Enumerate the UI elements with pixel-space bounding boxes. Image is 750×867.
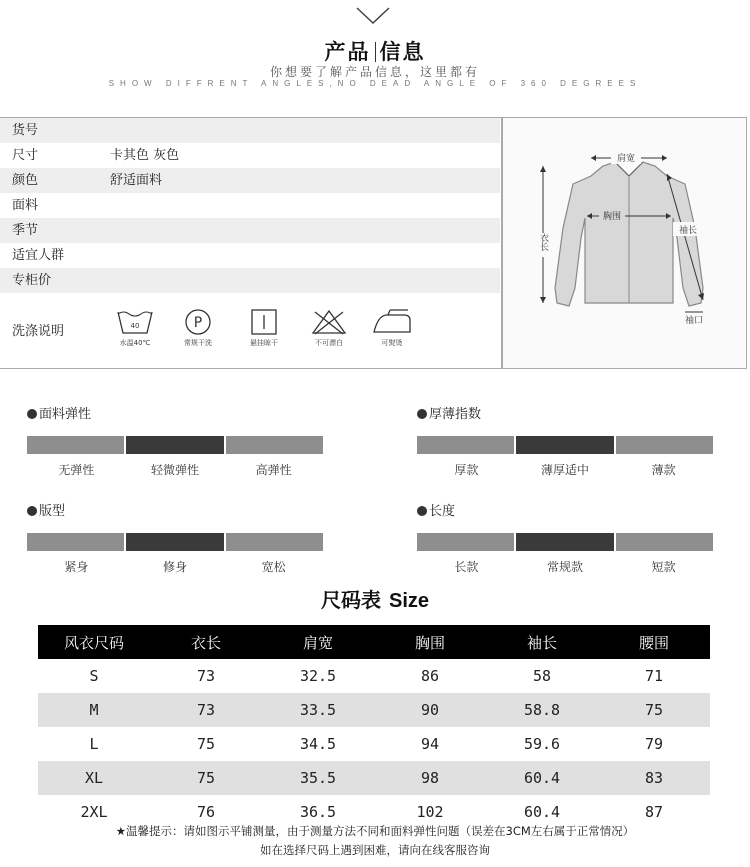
customer-service-note: 如在选择尺码上遇到困难，请向在线客服咨询 [260, 843, 490, 857]
bar-segment-selected [516, 533, 613, 551]
bar-segment [27, 436, 124, 454]
svg-text:袖长: 袖长 [678, 226, 698, 236]
page-subtitle: 你想要了解产品信息，这里都有 [269, 65, 480, 79]
attr-title-elasticity: 面料弹性 [27, 403, 91, 422]
info-row: 尺寸 卡其色 灰色 [12, 148, 180, 163]
wash-item [105, 308, 165, 348]
bar-segment [417, 533, 514, 551]
svg-text:衣长: 衣长 [538, 233, 548, 251]
bar-segment [616, 436, 713, 454]
wash-caption: 水温40℃ [119, 339, 151, 347]
info-row: 专柜价 [0, 268, 500, 293]
wash-caption: 不可漂白 [315, 339, 343, 347]
svg-text:40: 40 [130, 322, 140, 330]
svg-text:袖口: 袖口 [684, 316, 704, 326]
info-row: 货号 [0, 118, 500, 143]
svg-text:P: P [193, 315, 203, 331]
fit-bar [27, 533, 323, 551]
attr-title-length: 长度 [417, 500, 455, 519]
measurement-diagram [502, 117, 747, 369]
attr-title-fit: 版型 [27, 500, 65, 519]
size-table-title: 尺码表 Size [320, 588, 430, 612]
dry-clean-icon [178, 308, 218, 336]
no-bleach-icon [309, 308, 349, 336]
bar-segment-selected [126, 436, 223, 454]
wash-caption: 悬挂晾干 [250, 339, 278, 347]
info-row: 适宜人群 [12, 248, 65, 263]
wash-instructions-label: 洗涤说明 [12, 324, 65, 339]
table-row: 2XL 76 36.5 102 60.4 87 [38, 795, 710, 829]
bar-segment-selected [126, 533, 223, 551]
length-bar [417, 533, 713, 551]
length-labels: 长款 常规款 短款 [454, 560, 676, 574]
elasticity-labels: 无弹性 轻微弹性 高弹性 [58, 463, 292, 477]
chevron-down-icon [355, 6, 391, 26]
table-row: S 73 32.5 86 58 71 [38, 659, 710, 693]
bullet-icon [27, 506, 37, 516]
measurement-note: ★温馨提示：请如图示平铺测量，由于测量方法不同和面料弹性问题（误差在3CM左右属于正常情况） [115, 824, 635, 838]
bullet-icon [417, 409, 427, 419]
bar-segment [226, 533, 323, 551]
attr-title-thickness: 厚薄指数 [417, 403, 481, 422]
bullet-icon [27, 409, 37, 419]
bar-segment [27, 533, 124, 551]
svg-text:胸围: 胸围 [602, 212, 622, 222]
iron-icon [370, 308, 414, 336]
table-row: L 75 34.5 94 59.6 79 [38, 727, 710, 761]
fit-labels: 紧身 修身 宽松 [64, 560, 286, 574]
wash-caption: 常规干洗 [184, 339, 212, 347]
bar-segment [417, 436, 514, 454]
wash-item [168, 308, 228, 348]
bar-segment [226, 436, 323, 454]
wash-40-icon [115, 308, 155, 336]
table-row: M 73 33.5 90 58.8 75 [38, 693, 710, 727]
size-table-header: 风衣尺码 衣长 肩宽 胸围 袖长 腰围 [38, 625, 710, 659]
wash-item [299, 308, 359, 348]
table-row: XL 75 35.5 98 60.4 83 [38, 761, 710, 795]
bullet-icon [417, 506, 427, 516]
thickness-bar [417, 436, 713, 454]
thickness-labels: 厚款 薄厚适中 薄款 [454, 463, 676, 477]
elasticity-bar [27, 436, 323, 454]
wash-item [362, 308, 422, 348]
bar-segment [616, 533, 713, 551]
info-row: 颜色 舒适面料 [0, 168, 500, 193]
jacket-diagram-illustration [503, 118, 746, 368]
english-tagline: SHOW DIFFRENT ANGLES,NO DEAD ANGLE OF 360 DEGREES [108, 79, 642, 88]
info-row: 面料 [12, 198, 39, 213]
hang-dry-icon [244, 308, 284, 336]
info-row: 季节 [0, 218, 500, 243]
wash-item [234, 308, 294, 348]
svg-text:肩宽: 肩宽 [616, 154, 636, 164]
wash-caption: 可熨烫 [381, 339, 403, 347]
size-table [38, 625, 710, 829]
bar-segment-selected [516, 436, 613, 454]
page-title: 产品 信息 [324, 40, 426, 64]
